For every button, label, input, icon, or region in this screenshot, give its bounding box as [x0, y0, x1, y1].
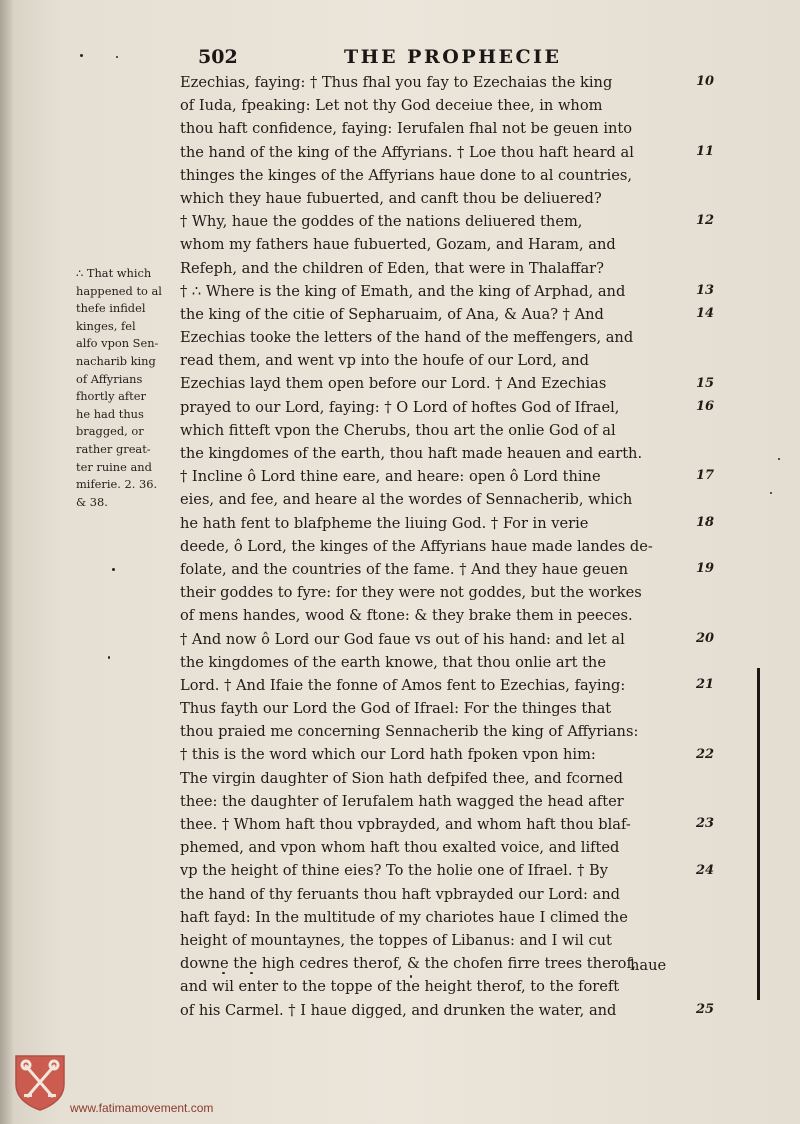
ink-speck [770, 492, 772, 494]
text-line: Refeph, and the children of Eden, that were in Thalaffar? [180, 259, 604, 277]
catchword: haue [630, 957, 667, 974]
margin-annotation [76, 265, 186, 511]
margin-note-line: thefe infidel [76, 301, 146, 316]
text-line: the kingdomes of the earth knowe, that thou onlie art the [180, 653, 606, 671]
text-line: haft fayd: In the multitude of my chariotes haue I climed the [180, 908, 628, 926]
verse-number: 18 [696, 514, 715, 530]
margin-note-line: happened to al [76, 283, 162, 298]
page-number: 502 [198, 46, 238, 68]
text-line: which fitteft vpon the Cherubs, thou art the onlie God of al [180, 421, 616, 439]
text-line: Lord. † And Ifaie the fonne of Amos fent to Ezechias, faying: [180, 676, 626, 694]
margin-note-line: nacharib king [76, 353, 156, 368]
margin-note-line: ∴ That which [76, 266, 152, 280]
verse-number: 23 [696, 816, 715, 832]
text-line: their goddes to fyre: for they were not goddes, but the workes [180, 584, 642, 602]
margin-note-line: & 38. [76, 494, 108, 509]
watermark-url[interactable]: www.fatimamovement.com [70, 1101, 214, 1115]
verse-number: 19 [696, 561, 715, 577]
verse-number: 24 [696, 862, 715, 878]
ink-speck [112, 568, 115, 571]
verse-number: 13 [696, 282, 715, 298]
margin-rule [757, 668, 760, 1000]
text-line: thou haft confidence, faying: Ierufalen fhal not be geuen into [180, 120, 633, 138]
text-line: the hand of the king of the Affyrians. † Loe thou haft heard al [180, 143, 634, 161]
text-line: eies, and fee, and heare al the wordes of Sennacherib, which [180, 491, 633, 509]
text-line: † Incline ô Lord thine eare, and heare: open ô Lord thine [180, 468, 601, 486]
ink-speck [410, 975, 412, 978]
text-line: thinges the kinges of the Affyrians haue done to al countries, [180, 166, 633, 184]
text-line: and wil enter to the toppe of the height therof, to the foreft [180, 978, 620, 996]
text-line: † this is the word which our Lord hath fpoken vpon him: [180, 746, 596, 764]
text-line: downe the high cedres therof, & the chofen firre trees therof, [180, 955, 636, 973]
text-line: of his Carmel. † I haue digged, and drunken the water, and [180, 1001, 617, 1019]
margin-note-line: of Affyrians [76, 371, 143, 386]
verse-number: 10 [696, 74, 715, 89]
text-line: whom my fathers haue fubuerted, Gozam, and Haram, and [180, 236, 616, 254]
text-line: of Iuda, fpeaking: Let not thy God deceiue thee, in whom [180, 97, 603, 115]
text-line: which they haue fubuerted, and canft thou be deliuered? [180, 189, 602, 207]
ink-speck [80, 54, 83, 57]
margin-note-line: he had thus [76, 406, 144, 421]
margin-note-line: ter ruine and [76, 459, 152, 474]
text-line: Thus fayth our Lord the God of Ifrael: For the thinges that [180, 700, 612, 718]
verse-number: 22 [696, 746, 715, 762]
text-line: the kingdomes of the earth, thou haft made heauen and earth. [180, 445, 643, 462]
text-line: Ezechias layd them open before our Lord. † And Ezechias [180, 375, 607, 393]
verse-number: 11 [696, 143, 715, 159]
text-line: thee: the daughter of Ierufalem hath wagged the head after [180, 792, 624, 810]
ink-speck [108, 656, 110, 659]
text-line: folate, and the countries of the fame. † And they haue geuen [180, 560, 629, 578]
verse-number: 25 [696, 1002, 715, 1017]
text-line: the king of the citie of Sepharuaim, of Ana, & Aua? † And [180, 305, 604, 323]
text-line: deede, ô Lord, the kinges of the Affyrians haue made landes de- [180, 537, 653, 555]
margin-note-line: kinges, fel [76, 318, 136, 333]
margin-note-line: alfo vpon Sen- [76, 336, 159, 351]
verse-number: 12 [696, 213, 715, 229]
page-gutter-shadow [0, 0, 14, 1124]
ink-speck [250, 972, 253, 974]
text-line: vp the height of thine eies? To the holie one of Ifrael. † By [180, 862, 609, 880]
running-head: THE PROPHECIE [344, 46, 562, 68]
verse-number: 16 [696, 398, 715, 414]
text-line: read them, and went vp into the houfe of our Lord, and [180, 352, 589, 370]
verse-number: 15 [696, 375, 715, 391]
verse-number: 14 [696, 306, 715, 321]
text-line: phemed, and vpon whom haft thou exalted voice, and lifted [180, 839, 620, 857]
ink-speck [222, 972, 225, 974]
text-line: the hand of thy feruants thou haft vpbrayded our Lord: and [180, 885, 620, 903]
text-line: † Why, haue the goddes of the nations deliuered them, [180, 213, 583, 231]
text-line: height of mountaynes, the toppes of Libanus: and I wil cut [180, 931, 612, 949]
text-line: of mens handes, wood & ftone: & they brake them in peeces. [180, 607, 633, 625]
verse-number: 17 [696, 468, 715, 484]
verse-number: 21 [696, 677, 715, 693]
margin-note-line: fhortly after [76, 389, 146, 404]
text-line: thou praied me concerning Sennacherib the king of Affyrians: [180, 723, 639, 741]
ink-speck [778, 458, 780, 460]
text-line: he hath fent to blafpheme the liuing God. † For in verie [180, 514, 589, 532]
margin-note-line: miferie. 2. 36. [76, 477, 158, 492]
shield-crossed-keys-logo [12, 1052, 68, 1112]
text-line: † ∴ Where is the king of Emath, and the king of Arphad, and [180, 282, 626, 300]
text-line: † And now ô Lord our God faue vs out of his hand: and let al [180, 630, 625, 648]
verse-number: 20 [696, 630, 715, 646]
text-line: Ezechias tooke the letters of the hand of the meffengers, and [180, 329, 634, 347]
main-text-column [180, 71, 700, 1022]
text-line: prayed to our Lord, faying: † O Lord of hoftes God of Ifrael, [180, 398, 620, 416]
text-line: thee. † Whom haft thou vpbrayded, and whom haft thou blaf- [180, 816, 631, 833]
page-header [198, 46, 738, 72]
margin-note-line: bragged, or [76, 424, 144, 439]
text-line: Ezechias, faying: † Thus fhal you fay to Ezechaias the king [180, 74, 613, 91]
margin-note-line: rather great- [76, 441, 151, 456]
text-line: The virgin daughter of Sion hath defpifed thee, and fcorned [180, 769, 623, 787]
ink-speck [116, 56, 118, 58]
